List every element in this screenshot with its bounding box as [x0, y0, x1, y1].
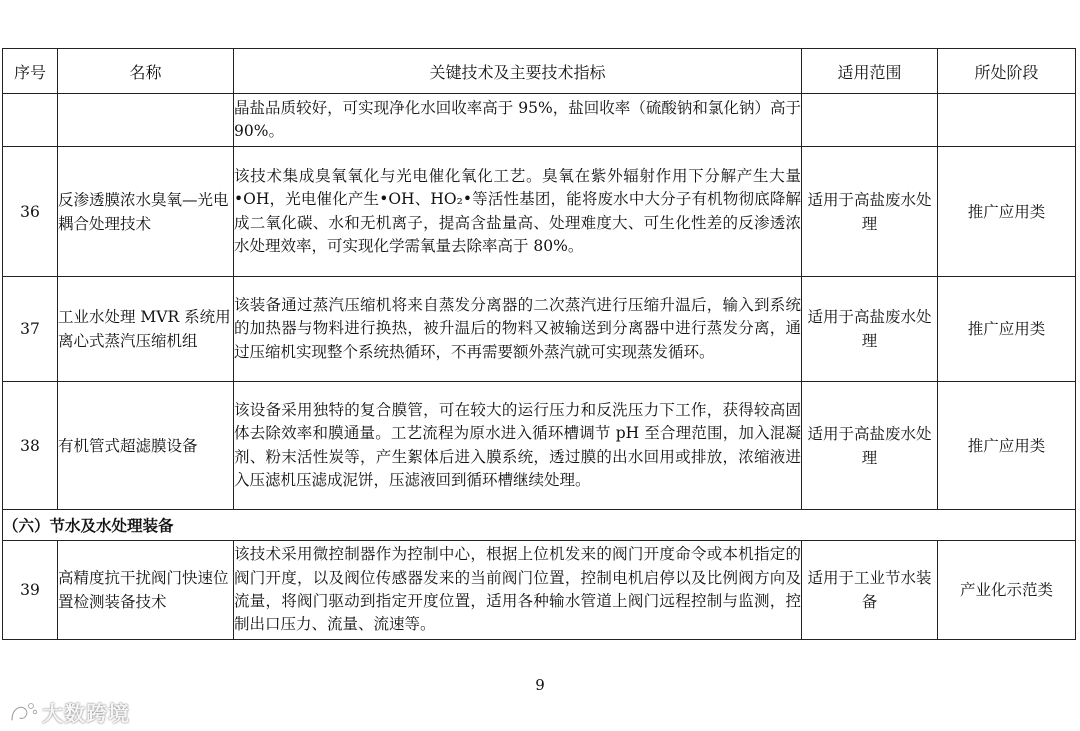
header-number: 序号: [3, 49, 58, 94]
row-tech: 该技术采用微控制器作为控制中心，根据上位机发来的阀门开度命令或本机指定的阀门开度，以及阀位传感器发来的当前阀门位置，控制电机启停以及比例阀方向及流量，将阀门驱动到指定开度位置，适用各种输水管道上阀门远程控制与监测，控制出口压力、流量、流速等。: [234, 541, 802, 640]
row-scope: 适用于高盐废水处理: [802, 277, 938, 382]
row-stage: 推广应用类: [938, 382, 1076, 510]
row-tech: 该装备通过蒸汽压缩机将来自蒸发分离器的二次蒸汽进行压缩升温后，输入到系统的加热器与物料进行换热，被升温后的物料又被输送到分离器中进行蒸发分离，通过压缩机实现整个系统热循环，不再需要额外蒸汽就可实现蒸发循环。: [234, 277, 802, 382]
row-scope: 适用于高盐废水处理: [802, 147, 938, 277]
row-number: 38: [3, 382, 58, 510]
row-stage: 推广应用类: [938, 277, 1076, 382]
table-row: [3, 277, 1076, 382]
row-number: 39: [3, 541, 58, 640]
row-tech: 该设备采用独特的复合膜管，可在较大的运行压力和反洗压力下工作，获得较高固体去除效率和膜通量。工艺流程为原水进入循环槽调节 pH 至合理范围，加入混凝剂、粉末活性炭等，产生絮体后进入膜系统，透过膜的出水回用或排放，浓缩液进入压滤机压滤成泥饼，压滤液回到循环槽继续处理。: [234, 382, 802, 510]
table-header-row: [3, 49, 1076, 94]
table-row: [3, 94, 1076, 147]
watermark: [8, 698, 130, 728]
row-name: 反渗透膜浓水臭氧—光电耦合处理技术: [58, 147, 234, 277]
row-tech: 该技术集成臭氧氧化与光电催化氧化工艺。臭氧在紫外辐射作用下分解产生大量•OH，光电催化产生•OH、HO₂•等活性基团，能将废水中大分子有机物彻底降解成二氧化碳、水和无机离子，提高含盐量高、处理难度大、可生化性差的反渗透浓水处理效率，可实现化学需氧量去除率高于 80%。: [234, 147, 802, 277]
row-stage: 产业化示范类: [938, 541, 1076, 640]
continuation-text: 晶盐品质较好，可实现净化水回收率高于 95%，盐回收率（硫酸钠和氯化钠）高于 90%。: [234, 94, 802, 147]
table-row: [3, 382, 1076, 510]
section-title: （六）节水及水处理装备: [3, 510, 1076, 541]
header-stage: 所处阶段: [938, 49, 1076, 94]
row-scope-cell: [802, 94, 938, 147]
row-name: 高精度抗干扰阀门快速位置检测装备技术: [58, 541, 234, 640]
row-name: 工业水处理 MVR 系统用离心式蒸汽压缩机组: [58, 277, 234, 382]
row-number: 36: [3, 147, 58, 277]
row-name: 有机管式超滤膜设备: [58, 382, 234, 510]
row-num-cell: [3, 94, 58, 147]
section-row: [3, 510, 1076, 541]
row-name-cell: [58, 94, 234, 147]
row-scope: 适用于工业节水装备: [802, 541, 938, 640]
page-number: 9: [535, 676, 545, 694]
row-number: 37: [3, 277, 58, 382]
row-stage-cell: [938, 94, 1076, 147]
brand-logo-icon: [8, 700, 38, 726]
row-scope: 适用于高盐废水处理: [802, 382, 938, 510]
technology-table: [2, 48, 1076, 640]
header-key-tech: 关键技术及主要技术指标: [234, 49, 802, 94]
header-name: 名称: [58, 49, 234, 94]
table-row: [3, 541, 1076, 640]
watermark-text: 大数跨境: [42, 702, 130, 726]
table-row: [3, 147, 1076, 277]
row-stage: 推广应用类: [938, 147, 1076, 277]
header-scope: 适用范围: [802, 49, 938, 94]
